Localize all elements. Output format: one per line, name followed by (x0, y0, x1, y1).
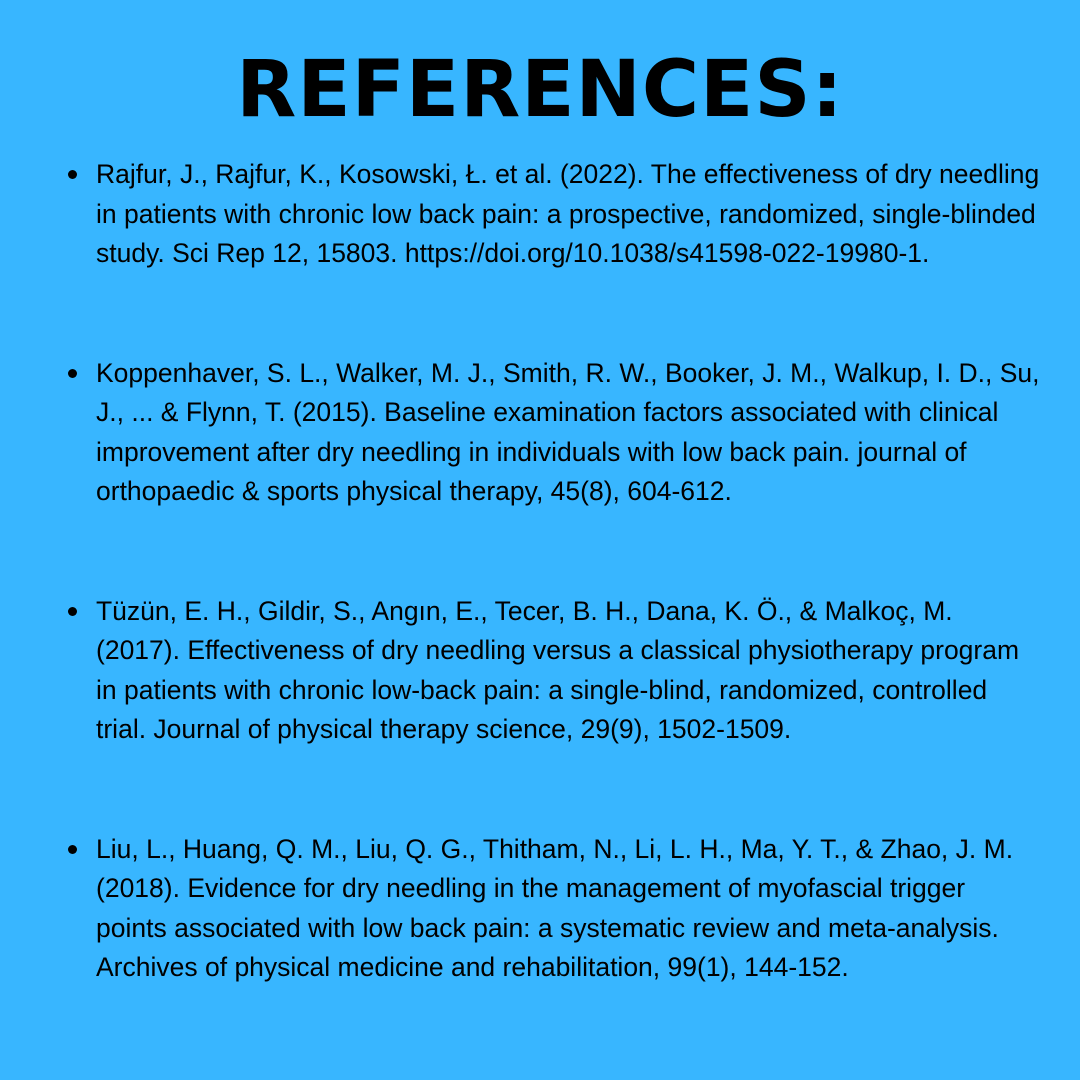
bullet-icon (68, 607, 77, 616)
reference-item (68, 830, 1043, 988)
reference-item (68, 354, 1043, 512)
references-list (68, 155, 1043, 988)
reference-text: Koppenhaver, S. L., Walker, M. J., Smith, R. W., Booker, J. M., Walkup, I. D., Su, J., ... & Flynn, T. (2015). Baseline examination factors associated with clinical improvement after dry needling in individuals with low back pain. journal of orthopaedic & sports physical therapy, 45(8), 604-612. (96, 357, 1040, 506)
reference-text: Tüzün, E. H., Gildir, S., Angın, E., Tecer, B. H., Dana, K. Ö., & Malkoç, M. (2017). Effectiveness of dry needling versus a classical physiotherapy program in patients with chronic low-back pain: a single-blind, randomized, controlled trial. Journal of physical therapy science, 29(9), 1502-1509. (96, 595, 1020, 744)
reference-text: Rajfur, J., Rajfur, K., Kosowski, Ł. et al. (2022). The effectiveness of dry needling in patients with chronic low back pain: a prospective, randomized, single-blinded study. Sci Rep 12, 15803. https://doi.org/10.1038/s41598-022-19980-1. (96, 159, 1040, 268)
bullet-icon (68, 170, 77, 179)
reference-item (68, 592, 1043, 750)
bullet-icon (68, 369, 77, 378)
reference-item (68, 155, 1043, 274)
bullet-icon (68, 845, 77, 854)
reference-text: Liu, L., Huang, Q. M., Liu, Q. G., Thitham, N., Li, L. H., Ma, Y. T., & Zhao, J. M. (2018). Evidence for dry needling in the management of myofascial trigger points associated with low back pain: a systematic review and meta-analysis. Archives of physical medicine and rehabilitation, 99(1), 144-152. (96, 833, 1014, 982)
page-title: REFERENCES: (236, 45, 844, 135)
